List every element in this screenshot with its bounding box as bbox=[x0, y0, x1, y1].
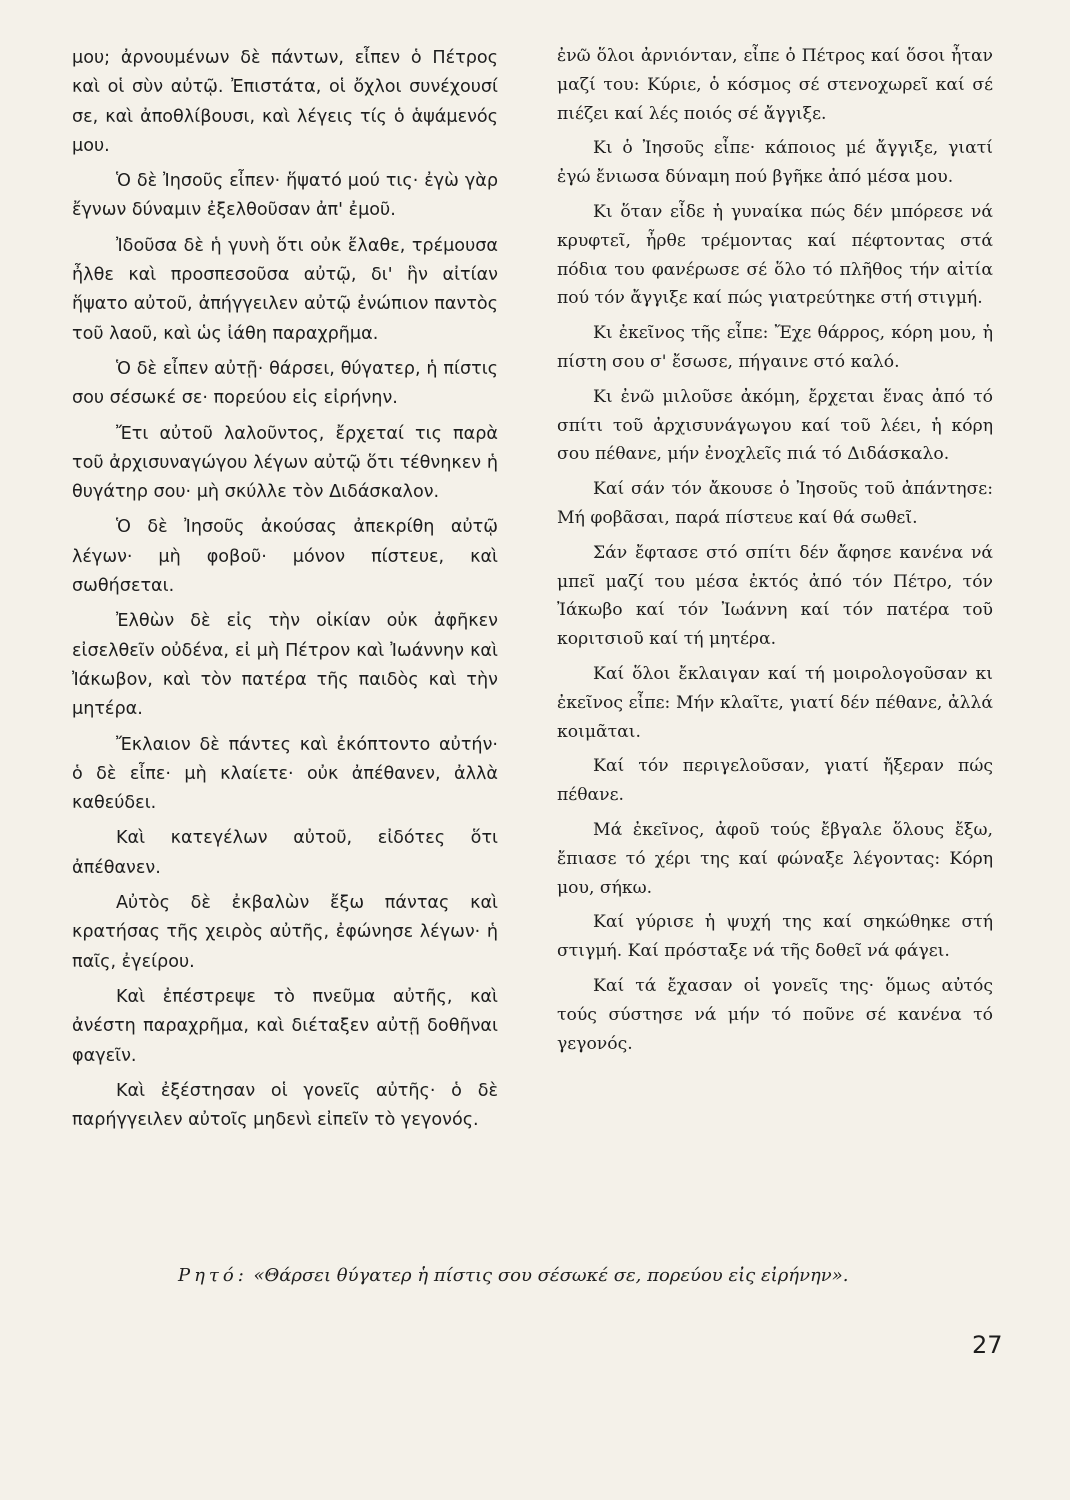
paragraph: Μά ἐκεῖνος, ἀφοῦ τούς ἔβγαλε ὅλους ἔξω, ἔπιασε τό χέρι της καί φώναξε λέγοντας: Κόρη μου, σήκω. bbox=[557, 819, 993, 898]
page-number: 27 bbox=[972, 1331, 1003, 1359]
paragraph: Σάν ἔφτασε στό σπίτι δέν ἄφησε κανένα νά μπεῖ μαζί του μέσα ἐκτός ἀπό τόν Πέτρο, τόν Ἰάκωβο καί τόν Ἰωάννη καί τόν πατέρα τοῦ κοριτσιοῦ καί τή μητέρα. bbox=[557, 542, 993, 650]
paragraph: Κι ἐνῶ μιλοῦσε ἀκόμη, ἔρχεται ἕνας ἀπό τό σπίτι τοῦ ἀρχισυνάγωγου καί τοῦ λέει, ἡ κόρη σου πέθανε, μήν ἐνοχλεῖς πιά τό Διδάσκαλο. bbox=[557, 386, 993, 465]
paragraph: Ἰδοῦσα δὲ ἡ γυνὴ ὅτι οὐκ ἔλαθε, τρέμουσα ἦλθε καὶ προσπεσοῦσα αὐτῷ, δι' ἣν αἰτίαν ἥψατο αὐτοῦ, ἀπήγγειλεν αὐτῷ ἐνώπιον παντὸς τοῦ λαοῦ, καὶ ὡς ἰάθη παραχρῆμα. bbox=[72, 235, 498, 344]
paragraph: Ἔκλαιον δὲ πάντες καὶ ἐκόπτοντο αὐτήν· ὁ δὲ εἶπε· μὴ κλαίετε· οὐκ ἀπέθανεν, ἀλλὰ καθεύδει. bbox=[72, 734, 498, 814]
paragraph: Αὐτὸς δὲ ἐκβαλὼν ἔξω πάντας καὶ κρατήσας τῆς χειρὸς αὐτῆς, ἐφώνησε λέγων· ἡ παῖς, ἐγείρου. bbox=[72, 893, 498, 972]
paragraph: Καί ὅλοι ἔκλαιγαν καί τή μοιρολογοῦσαν κι ἐκεῖνος εἶπε: Μήν κλαῖτε, γιατί δέν πέθανε, ἀλλά κοιμᾶται. bbox=[557, 663, 993, 742]
quote-text: «Θάρσει θύγατερ ἡ πίστις σου σέσωκέ σε, πορεύου εἰς εἰρήνην». bbox=[253, 1265, 849, 1286]
paragraph: μου; ἀρνουμένων δὲ πάντων, εἶπεν ὁ Πέτρος καὶ οἱ σὺν αὐτῷ. Ἐπιστάτα, οἱ ὄχλοι συνέχουσί σε, καὶ ἀποθλίβουσι, καὶ λέγεις τίς ὁ ἁψάμενός μου. bbox=[72, 48, 498, 156]
modern-greek-column bbox=[557, 42, 993, 1064]
paragraph: Ὁ δὲ εἶπεν αὐτῇ· θάρσει, θύγατερ, ἡ πίστις σου σέσωκέ σε· πορεύου εἰς εἰρήνην. bbox=[72, 358, 498, 409]
paragraph: Καί σάν τόν ἄκουσε ὁ Ἰησοῦς τοῦ ἀπάντησε: Μή φοβᾶσαι, παρά πίστευε καί θά σωθεῖ. bbox=[557, 479, 993, 528]
paragraph: Ἐλθὼν δὲ εἰς τὴν οἰκίαν οὐκ ἀφῆκεν εἰσελθεῖν οὐδένα, εἰ μὴ Πέτρον καὶ Ἰωάννην καὶ Ἰάκωβον, καὶ τὸν πατέρα τῆς παιδὸς καὶ τὴν μητέρα. bbox=[72, 611, 498, 720]
paragraph: Κι ὅταν εἶδε ἡ γυναίκα πώς δέν μπόρεσε νά κρυφτεῖ, ἦρθε τρέμοντας καί πέφτοντας στά πόδια του φανέρωσε σέ ὅλο τό πλῆθος τήν αἰτία πού τόν ἄγγιξε καί πώς γιατρεύτηκε στή στιγμή. bbox=[557, 201, 993, 309]
quote-label: Ρητό: bbox=[178, 1265, 248, 1286]
paragraph: Κι ὁ Ἰησοῦς εἶπε· κάποιος μέ ἄγγιξε, γιατί ἐγώ ἔνιωσα δύναμη πού βγῆκε ἀπό μέσα μου. bbox=[557, 138, 993, 188]
paragraph: Καί γύρισε ἡ ψυχή της καί σηκώθηκε στή στιγμή. Καί πρόσταξε νά τῆς δοθεῖ νά φάγει. bbox=[557, 912, 993, 962]
verse-quote bbox=[178, 1265, 978, 1286]
paragraph: Κι ἐκεῖνος τῆς εἶπε: Ἔχε θάρρος, κόρη μου, ἡ πίστη σου σ' ἔσωσε, πήγαινε στό καλό. bbox=[557, 323, 993, 372]
paragraph: Ἔτι αὐτοῦ λαλοῦντος, ἔρχεταί τις παρὰ τοῦ ἀρχισυναγώγου λέγων αὐτῷ ὅτι τέθνηκεν ἡ θυγάτηρ σου· μὴ σκύλλε τὸν Διδάσκαλον. bbox=[72, 423, 498, 503]
paragraph: Καί τά ἔχασαν οἱ γονεῖς της· ὅμως αὐτός τούς σύστησε νά μήν τό ποῦνε σέ κανένα τό γεγονός. bbox=[557, 975, 993, 1054]
ancient-greek-column bbox=[72, 44, 498, 1141]
paragraph: Καὶ ἐξέστησαν οἱ γονεῖς αὐτῆς· ὁ δὲ παρήγγειλεν αὐτοῖς μηδενὶ εἰπεῖν τὸ γεγονός. bbox=[72, 1080, 498, 1131]
paragraph: Καί τόν περιγελοῦσαν, γιατί ἤξεραν πώς πέθανε. bbox=[557, 756, 993, 806]
paragraph: Καὶ ἐπέστρεψε τὸ πνεῦμα αὐτῆς, καὶ ἀνέστη παραχρῆμα, καὶ διέταξεν αὐτῇ δοθῆναι φαγεῖν. bbox=[72, 986, 498, 1066]
paragraph: Ὁ δὲ Ἰησοῦς ἀκούσας ἀπεκρίθη αὐτῷ λέγων· μὴ φοβοῦ· μόνον πίστευε, καὶ σωθήσεται. bbox=[72, 517, 498, 597]
paragraph: Ὁ δὲ Ἰησοῦς εἶπεν· ἥψατό μού τις· ἐγὼ γὰρ ἔγνων δύναμιν ἐξελθοῦσαν ἀπ' ἐμοῦ. bbox=[72, 171, 498, 221]
paragraph: Καὶ κατεγέλων αὐτοῦ, εἰδότες ὅτι ἀπέθανεν. bbox=[72, 828, 498, 878]
paragraph: ἐνῶ ὅλοι ἀρνιόνταν, εἶπε ὁ Πέτρος καί ὅσοι ἦταν μαζί του: Κύριε, ὁ κόσμος σέ στενοχωρεῖ καί σέ πιέζει καί λές ποιός σέ ἄγγιξε. bbox=[557, 46, 993, 124]
